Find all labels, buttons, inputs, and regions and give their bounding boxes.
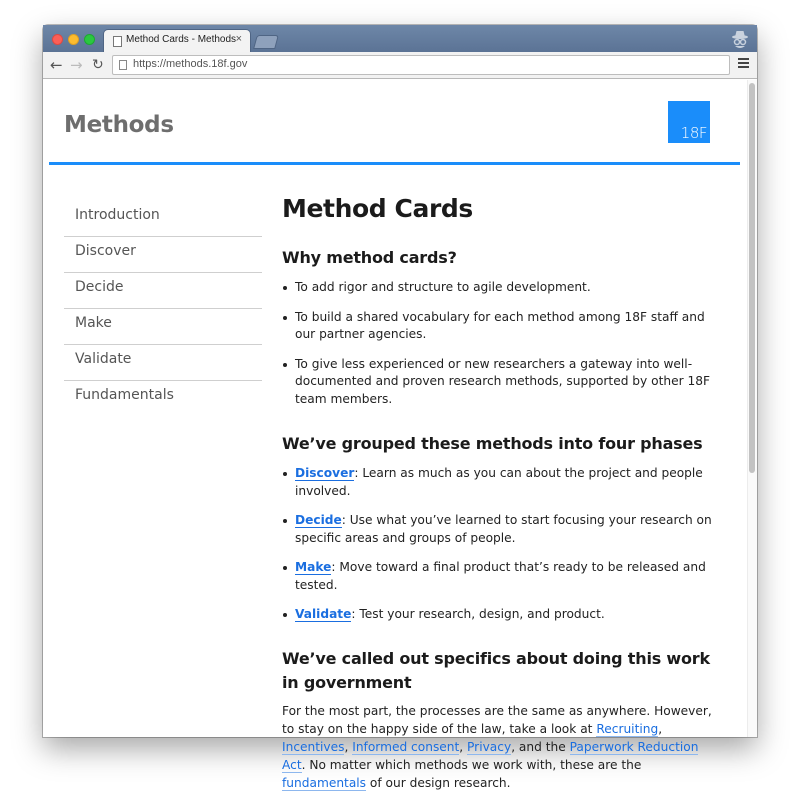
link-informed-consent[interactable]: Informed consent (352, 739, 460, 754)
phase-description: : Learn as much as you can about the project and people involved. (295, 466, 703, 498)
link-privacy[interactable]: Privacy (467, 739, 512, 754)
sidebar-item-make[interactable]: Make (64, 309, 262, 345)
link-paperwork-reduction-act[interactable]: Paperwork Reduction Act (282, 739, 699, 772)
header-divider (49, 162, 740, 165)
page-icon (113, 36, 122, 47)
phases-heading: We’ve grouped these methods into four phases (282, 434, 703, 453)
sidebar-item-discover[interactable]: Discover (64, 237, 262, 273)
government-paragraph (282, 702, 722, 792)
reload-button[interactable]: ↻ (92, 57, 104, 73)
list-item (282, 559, 722, 594)
why-list (282, 279, 722, 408)
sidebar-item-decide[interactable]: Decide (64, 273, 262, 309)
sidebar-item-fundamentals[interactable]: Fundamentals (75, 387, 174, 403)
paragraph-text: . No matter which methods we work with, these are the (301, 757, 642, 772)
list-item (282, 465, 722, 500)
forward-button[interactable]: → (70, 56, 83, 74)
phase-description: : Use what you’ve learned to start focusing your research on specific areas and groups of people. (295, 513, 712, 545)
page-viewport (43, 80, 757, 790)
government-heading: We’ve called out specifics about doing this work in government (282, 648, 710, 692)
browser-toolbar (43, 52, 757, 79)
url-text: https://methods.18f.gov (133, 58, 248, 70)
why-heading: Why method cards? (282, 248, 457, 267)
main-content (282, 192, 722, 792)
phase-description: : Test your research, design, and product. (351, 607, 605, 621)
close-window-button[interactable] (52, 34, 63, 45)
phase-link-decide[interactable]: Decide (295, 513, 342, 527)
link-incentives[interactable]: Incentives (282, 739, 345, 754)
page-title: Method Cards (282, 194, 473, 223)
paragraph-text: , (459, 739, 468, 754)
address-bar[interactable] (112, 55, 730, 75)
scrollbar-thumb[interactable] (749, 83, 755, 473)
tab-close-icon[interactable]: × (235, 33, 242, 45)
link-fundamentals[interactable]: fundamentals (282, 775, 367, 790)
list-item (282, 512, 722, 547)
scrollbar[interactable] (747, 80, 757, 737)
paragraph-text: For the most part, the processes are the same as anywhere. However, to stay on the happy side of the law, take a look at (282, 703, 712, 736)
browser-window (43, 25, 757, 790)
back-button[interactable]: ← (50, 56, 63, 74)
active-tab[interactable] (103, 29, 251, 52)
site-title[interactable]: Methods (64, 112, 174, 138)
incognito-icon (729, 28, 751, 50)
phases-list (282, 465, 722, 624)
paragraph-text: , (658, 721, 663, 736)
paragraph-text: , and the (511, 739, 570, 754)
page-icon (119, 60, 127, 70)
tab-strip (43, 25, 757, 52)
minimize-window-button[interactable] (68, 34, 79, 45)
sidebar-item-introduction[interactable]: Introduction (64, 201, 262, 237)
tab-title: Method Cards - Methods (126, 34, 237, 45)
phase-link-make[interactable]: Make (295, 560, 332, 574)
zoom-window-button[interactable] (84, 34, 95, 45)
list-item: To build a shared vocabulary for each method among 18F staff and our partner agencies. (282, 309, 722, 344)
paragraph-text: , (344, 739, 353, 754)
logo-text: 18F (680, 124, 707, 142)
list-item (282, 606, 722, 624)
new-tab-button[interactable] (253, 35, 279, 49)
phase-link-discover[interactable]: Discover (295, 466, 355, 480)
paragraph-text: of our design research. (366, 775, 511, 790)
phase-description: : Move toward a final product that’s ready to be released and tested. (295, 560, 706, 592)
sidebar-item-validate[interactable]: Validate (64, 345, 262, 381)
list-item: To give less experienced or new researchers a gateway into well-documented and proven research methods, supported by other 18F team members. (282, 356, 722, 409)
logo-18f[interactable] (668, 101, 710, 143)
phase-link-validate[interactable]: Validate (295, 607, 352, 621)
sidebar-nav (64, 201, 262, 417)
link-recruiting[interactable]: Recruiting (596, 721, 659, 736)
menu-icon[interactable] (738, 58, 749, 70)
list-item: To add rigor and structure to agile development. (282, 279, 722, 297)
